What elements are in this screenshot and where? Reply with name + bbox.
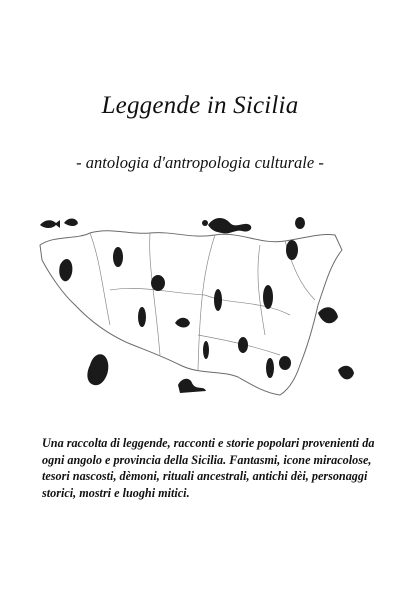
book-title: Leggende in Sicilia (101, 92, 299, 119)
figure-9 (238, 337, 248, 353)
figure-5 (263, 285, 273, 309)
book-description: Una raccolta di leggende, racconti e storie popolari provenienti da ogni angolo e provincia della Sicilia. Fantasmi, icone miracolose, tesori nascosti, dèmoni, rituali ancestrali, antichi dèi, personaggi storici, mostri e luoghi mitici. (42, 436, 375, 500)
merman-figure (87, 354, 108, 385)
figure-6 (286, 240, 298, 260)
figure-10 (266, 358, 274, 378)
sicily-map-illustration (30, 205, 385, 415)
figure-7 (295, 217, 305, 229)
octopus-figure (338, 366, 354, 380)
book-subtitle: - antologia d'antropologia culturale - (76, 153, 324, 172)
siren-figure (59, 259, 72, 281)
figure-8 (203, 341, 209, 359)
sea-snake-figure (178, 379, 206, 393)
fish-figure (40, 220, 60, 228)
figure-3 (138, 307, 146, 327)
figure-4 (214, 289, 222, 311)
figure-2 (151, 275, 165, 291)
creature-figures (40, 217, 354, 393)
province-borders (90, 233, 315, 370)
figure-1 (113, 247, 123, 267)
cat-figure (175, 318, 190, 328)
sea-serpent-figure (208, 218, 251, 233)
sea-dragon-figure (318, 307, 338, 323)
dolphin-figure (64, 219, 78, 227)
figure-11 (279, 356, 291, 370)
